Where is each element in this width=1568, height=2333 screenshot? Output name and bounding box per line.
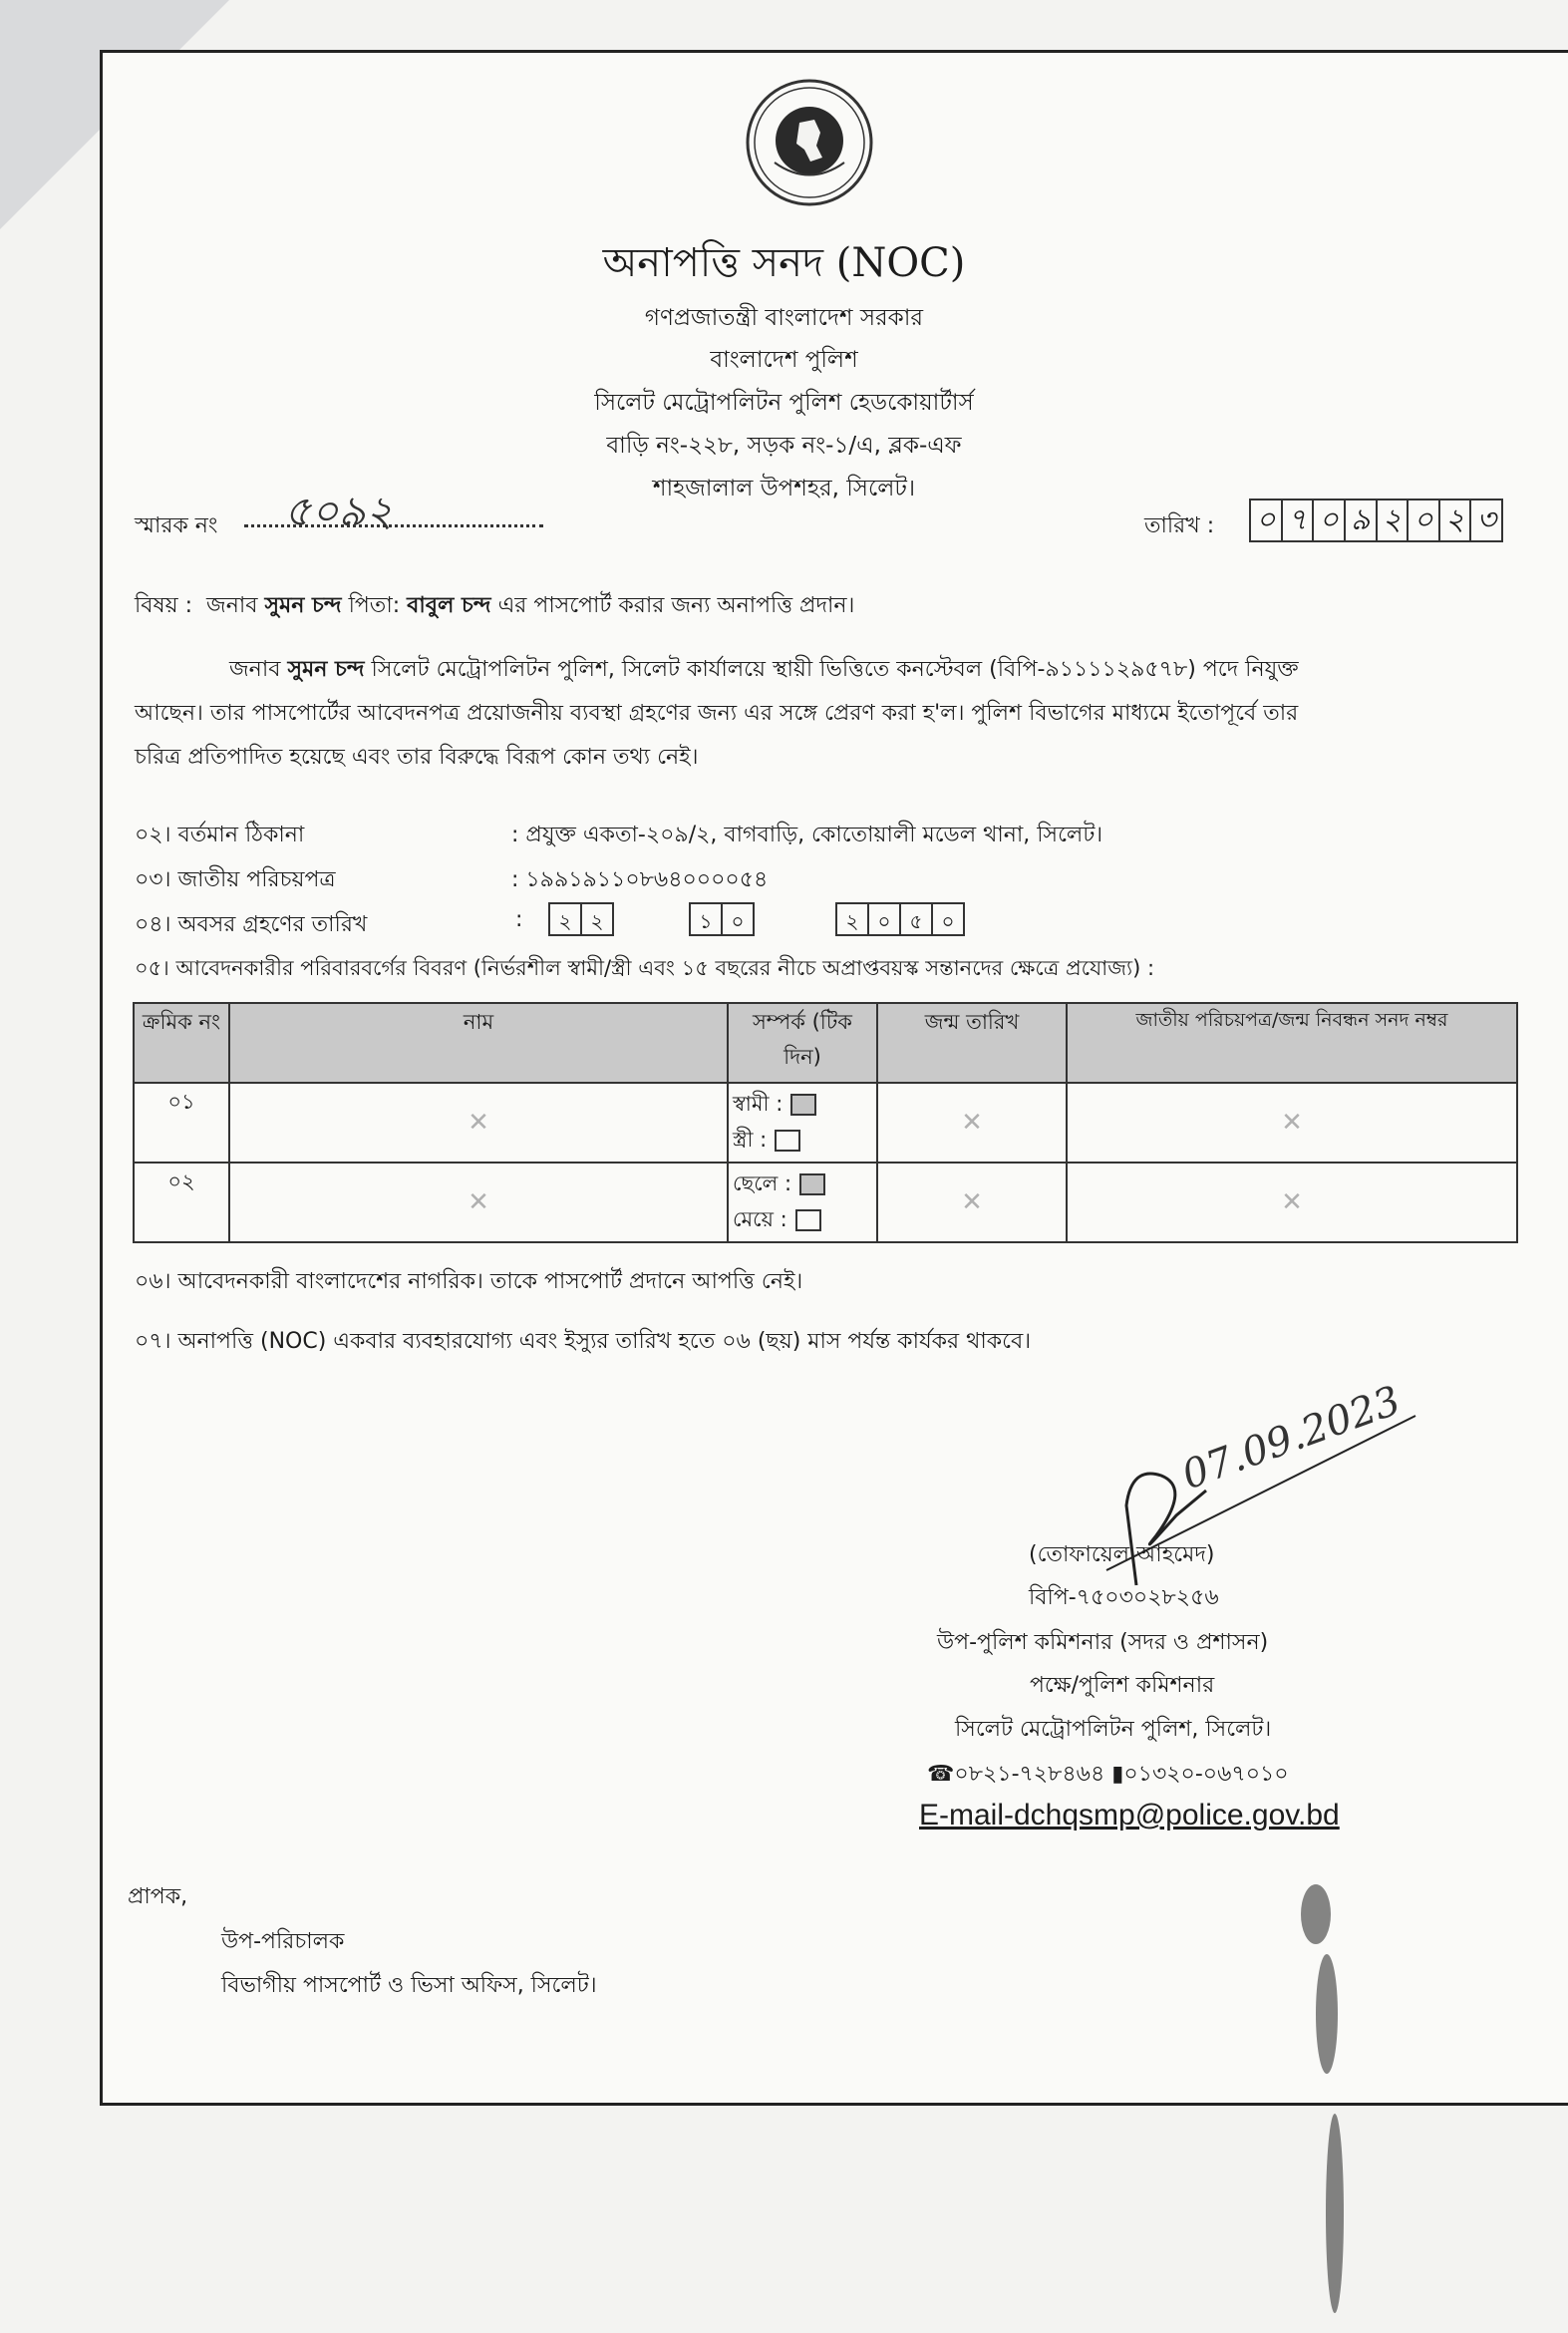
memo-number: ৫০৯২ <box>284 487 394 535</box>
birthdate-cell-empty: ✕ <box>877 1163 1067 1242</box>
header-line-address: বাড়ি নং-২২৮, সড়ক নং-১/এ, ব্লক-এফ <box>606 433 962 459</box>
relation-cell <box>728 1083 877 1163</box>
memo-label: স্মারক নং <box>135 513 218 538</box>
date-digit: ৩ <box>1476 502 1496 537</box>
header-line-area: শাহজালাল উপশহর, সিলেট। <box>652 476 916 501</box>
subject-line <box>135 588 854 625</box>
phone-number: ০৮২১-৭২৮৪৬৪ <box>954 1762 1105 1787</box>
table-row <box>134 1163 1517 1242</box>
name-cell-empty: ✕ <box>229 1083 728 1163</box>
address-value: : প্রযুক্ত একতা-২০৯/২, বাগবাড়ি, কোতোয়ালী মডেল থানা, সিলেট। <box>511 823 1103 847</box>
relation-option-wife: স্ত্রী : <box>733 1128 768 1152</box>
subject-father-name: বাবুল চন্দ <box>407 593 491 618</box>
item-07: ০৭। অনাপত্তি (NOC) একবার ব্যবহারযোগ্য এবং ইস্যুর তারিখ হতে ০৬ (ছয়) মাস পর্যন্ত কার্যকর থাকবে। <box>135 1329 1032 1354</box>
handwritten-signing-date: 07.09.2023 <box>1176 1377 1407 1500</box>
header-id-number: জাতীয় পরিচয়পত্র/জন্ম নিবন্ধন সনদ নম্বর <box>1067 1003 1517 1083</box>
address-label: ০২। বর্তমান ঠিকানা <box>135 823 305 847</box>
birthdate-cell-empty: ✕ <box>877 1083 1067 1163</box>
id-cell-empty: ✕ <box>1067 1163 1517 1242</box>
date-digit: ৭ <box>1283 500 1315 540</box>
id-cell-empty: ✕ <box>1067 1083 1517 1163</box>
item-06: ০৬। আবেদনকারী বাংলাদেশের নাগরিক। তাকে পাসপোর্ট প্রদানে আপত্তি নেই। <box>135 1269 803 1294</box>
signatory-office: সিলেট মেট্রোপলিটন পুলিশ, সিলেট। <box>955 1717 1272 1742</box>
body-paragraph <box>135 648 1299 780</box>
signatory-bp-number: বিপি-৭৫০৩০২৮২৫৬ <box>1029 1585 1219 1610</box>
contact-line <box>927 1757 1289 1794</box>
date-digit: ০ <box>1409 500 1440 540</box>
date-digit: ৯ <box>1346 500 1378 540</box>
header-name: নাম <box>229 1003 728 1083</box>
memo-dotted-line <box>244 524 543 527</box>
body-name: সুমন চন্দ <box>287 657 365 682</box>
name-cell-empty: ✕ <box>229 1163 728 1242</box>
husband-checkbox[interactable] <box>790 1094 816 1116</box>
daughter-checkbox[interactable] <box>795 1209 821 1231</box>
subject-pre: জনাব <box>206 593 258 618</box>
retirement-digit: ১ <box>689 902 723 936</box>
header-relation: সম্পর্ক (টিক দিন) <box>728 1003 877 1083</box>
issue-date-boxes <box>1249 499 1503 542</box>
date-digit: ০ <box>1251 500 1283 540</box>
email-link[interactable]: E-mail-dchqsmp@police.gov.bd <box>919 1799 1340 1832</box>
body-line-1-text: সিলেট মেট্রোপলিটন পুলিশ, সিলেট কার্যালয়ে স্থায়ী ভিত্তিতে কনস্টেবল (বিপি-৯১১১১২৯৫৭৮) পদে নিযুক্ত <box>371 657 1299 682</box>
row-serial: ০১ <box>134 1083 229 1163</box>
retirement-day-boxes <box>550 902 614 936</box>
header-serial: ক্রমিক নং <box>134 1003 229 1083</box>
table-row <box>134 1083 1517 1163</box>
recipient-designation: উপ-পরিচালক <box>221 1929 345 1954</box>
retirement-digit: ২ <box>580 902 614 936</box>
recipient-office: বিভাগীয় পাসপোর্ট ও ভিসা অফিস, সিলেট। <box>221 1973 597 1998</box>
date-label: তারিখ : <box>1144 513 1215 538</box>
relation-option-son: ছেলে : <box>733 1171 792 1195</box>
row-serial: ০২ <box>134 1163 229 1242</box>
signatory-on-behalf: পক্ষে/পুলিশ কমিশনার <box>1030 1673 1215 1698</box>
son-checkbox[interactable] <box>799 1173 825 1195</box>
subject-father-label: পিতা: <box>348 593 401 618</box>
date-digit: ২ <box>1378 500 1410 540</box>
retirement-month-boxes <box>691 902 755 936</box>
scan-stain <box>1326 2114 1344 2313</box>
signatory-name: (তোফায়েল আহমেদ) <box>1029 1542 1215 1567</box>
family-label: ০৫। আবেদনকারীর পরিবারবর্গের বিবরণ (নির্ভরশীল স্বামী/স্ত্রী এবং ১৫ বছরের নীচে অপ্রাপ্তবয়স্ক সন্তানদের ক্ষেত্রে প্রযোজ্য) : <box>135 956 1155 980</box>
relation-option-daughter: মেয়ে : <box>733 1207 787 1231</box>
relation-cell <box>728 1163 877 1242</box>
header-birthdate: জন্ম তারিখ <box>877 1003 1067 1083</box>
retirement-digit: ০ <box>931 902 965 936</box>
family-table <box>133 1002 1518 1243</box>
retirement-year-boxes <box>837 902 965 936</box>
body-line-1 <box>135 648 1299 692</box>
wife-checkbox[interactable] <box>775 1130 800 1152</box>
retirement-digit: ২ <box>548 902 582 936</box>
header-line-police: বাংলাদেশ পুলিশ <box>710 347 858 373</box>
mobile-number: ০১৩২০-০৬৭০১০ <box>1123 1762 1289 1787</box>
document-title: অনাপত্তি সনদ (NOC) <box>602 240 966 286</box>
header-line-hq: সিলেট মেট্রোপলিটন পুলিশ হেডকোয়ার্টার্স <box>594 390 974 416</box>
subject-suffix: এর পাসপোর্ট করার জন্য অনাপত্তি প্রদান। <box>497 593 855 618</box>
body-line-3: চরিত্র প্রতিপাদিত হয়েছে এবং তার বিরুদ্ধে বিরূপ কোন তথ্য নেই। <box>135 745 699 770</box>
retirement-label: ০৪। অবসর গ্রহণের তারিখ <box>135 912 368 937</box>
date-digit: ২ <box>1440 500 1472 540</box>
government-seal-icon <box>745 78 874 207</box>
body-pre: জনাব <box>229 657 281 682</box>
signatory-designation: উপ-পুলিশ কমিশনার (সদর ও প্রশাসন) <box>937 1630 1269 1655</box>
body-line-2: আছেন। তার পাসপোর্টের আবেদনপত্র প্রয়োজনীয় ব্যবস্থা গ্রহণের জন্য এর সঙ্গে প্রেরণ করা হ'ল। পুলিশ বিভাগের মাধ্যমে ইতোপূর্বে তার <box>135 701 1299 726</box>
header-line-government: গণপ্রজাতন্ত্রী বাংলাদেশ সরকার <box>644 305 924 331</box>
relation-option-husband: স্বামী : <box>733 1092 784 1116</box>
phone-icon: ☎ <box>927 1762 955 1787</box>
scan-stain <box>1301 1884 1331 1944</box>
retirement-digit: ০ <box>721 902 755 936</box>
retirement-digit: ৫ <box>899 902 933 936</box>
subject-prefix: বিষয় : <box>135 593 193 618</box>
retirement-digit: ০ <box>867 902 901 936</box>
nid-value: : ১৯৯১৯১১০৮৬৪০০০০৫৪ <box>511 867 769 892</box>
nid-label: ০৩। জাতীয় পরিচয়পত্র <box>135 867 336 892</box>
recipient-label: প্রাপক, <box>128 1884 188 1909</box>
retirement-colon: : <box>515 907 523 932</box>
table-header-row <box>134 1003 1517 1083</box>
scan-stain <box>1316 1954 1338 2074</box>
subject-name: সুমন চন্দ <box>264 593 342 618</box>
date-digit: ০ <box>1314 500 1346 540</box>
mobile-icon: ▮ <box>1111 1762 1124 1787</box>
retirement-digit: ২ <box>835 902 869 936</box>
